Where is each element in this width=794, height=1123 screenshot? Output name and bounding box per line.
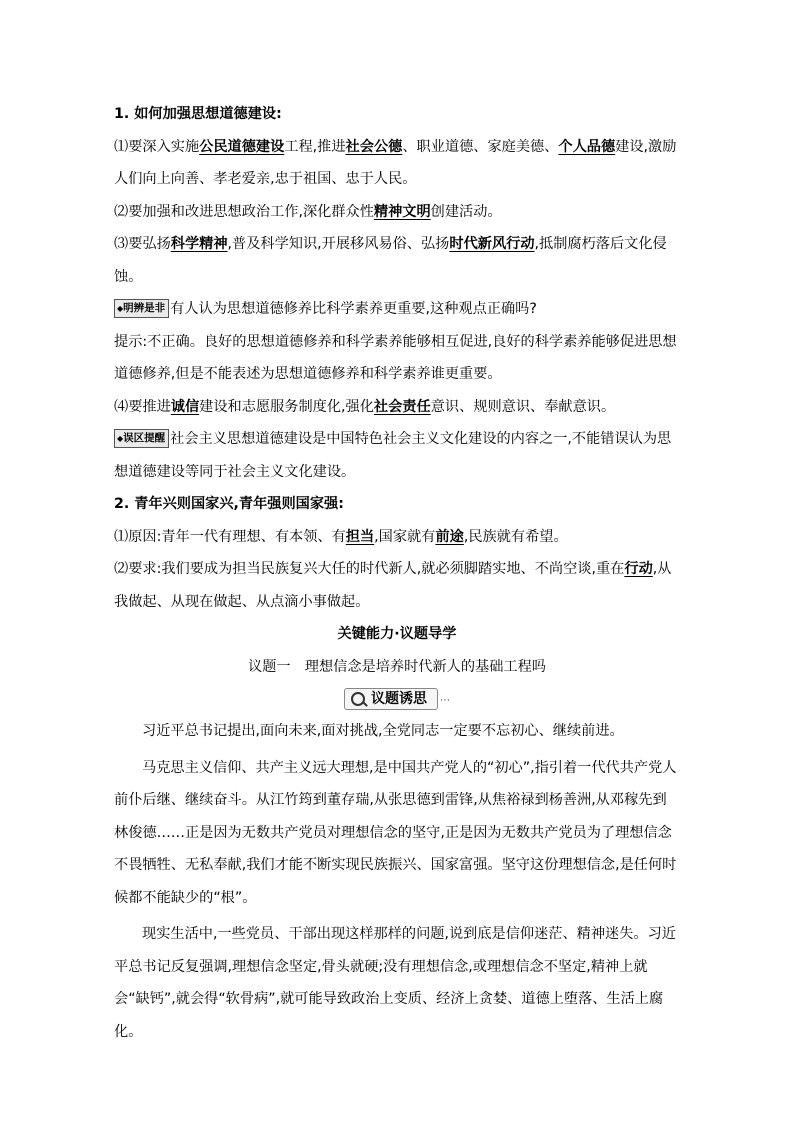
clarify-hint-line-1: 提示:不正确。良好的思想道德修养和科学素养能够相互促进,良好的科学素养能够促进思想 bbox=[114, 333, 677, 350]
section-1-title: 1. 如何加强思想道德建设: bbox=[114, 106, 282, 122]
point-1-line-2: 人们向上向善、孝老爱亲,忠于祖国、忠于人民。 bbox=[114, 171, 417, 187]
keyword: 公民道德建设 bbox=[199, 138, 285, 155]
keyword: 担当 bbox=[345, 528, 375, 545]
text: ⑵要求:我们要成为担当民族复兴大任的时代新人,就必须脚踏实地、不尚空谈,重在 bbox=[114, 561, 625, 577]
body-paragraph-1: 习近平总书记提出,面向未来,面对挑战,全党同志一定要不忘初心、继续前进。 bbox=[142, 723, 624, 739]
reason-line bbox=[114, 521, 680, 554]
text: 、职业道德、家庭美德、 bbox=[402, 138, 559, 155]
text: ,国家就有 bbox=[374, 528, 436, 545]
text: ,民族就有希望。 bbox=[463, 528, 568, 545]
text: 建设和志愿服务制度化,强化 bbox=[199, 398, 374, 415]
requirement-line-2: 我做起、从现在做起、从点滴小事做起。 bbox=[114, 593, 370, 610]
clarify-question bbox=[114, 293, 680, 326]
body-paragraph-3: 现实生活中,一些党员、干部出现这样那样的问题,说到底是信仰迷茫、精神迷失。习近平总书记反复强调,理想信念坚定,骨头就硬;没有理想信念,或理想信念不坚定,精神上就会“缺钙”,就会得“软骨病”,就可能导致政治上变质、经济上贪婪、道德上堕落、生活上腐化。 bbox=[114, 926, 676, 1040]
warning-line-2: 想道德建设等同于社会主义文化建设。 bbox=[114, 463, 356, 480]
clarify-badge bbox=[114, 299, 169, 318]
text: ⑴要深入实施 bbox=[114, 138, 200, 155]
text: ⑵要加强和改进思想政治工作,深化群众性 bbox=[114, 203, 374, 220]
clarify-hint-line-2: 道德修养,但是不能表述为思想道德修养和科学素养谁更重要。 bbox=[114, 366, 502, 382]
text: ,抵制腐朽落后文化侵 bbox=[534, 236, 667, 252]
point-4 bbox=[114, 391, 680, 424]
badge-label: 明辨是非 bbox=[123, 302, 166, 314]
text: 意识、规则意识、奉献意识。 bbox=[430, 398, 616, 415]
text: ,普及科学知识,开展移风易俗、弘扬 bbox=[227, 236, 450, 252]
document-page bbox=[114, 98, 680, 1048]
star-icon: ◆ bbox=[117, 304, 124, 313]
text: ,从 bbox=[652, 561, 672, 577]
topic-box bbox=[344, 688, 438, 710]
keyword: 时代新风行动 bbox=[449, 236, 535, 252]
badge-label: 误区提醒 bbox=[123, 432, 166, 444]
text: ⑶要弘扬 bbox=[114, 236, 171, 252]
text: 工程,推进 bbox=[284, 138, 346, 155]
star-icon: ◆ bbox=[117, 434, 124, 443]
point-1-line-1 bbox=[114, 131, 680, 164]
warning-badge bbox=[114, 429, 169, 448]
text: ⑷要推进 bbox=[114, 398, 171, 415]
topic-box-row bbox=[114, 683, 680, 713]
section-heading: 关键能力·议题导学 bbox=[337, 626, 457, 642]
magnifier-icon bbox=[351, 692, 365, 706]
keyword: 社会责任 bbox=[373, 398, 431, 415]
warning-text: 社会主义思想道德建设是中国特色社会主义文化建设的内容之一,不能错误认为思 bbox=[170, 431, 672, 447]
keyword: 个人品德 bbox=[558, 138, 616, 155]
section-2-title: 2. 青年兴则国家兴,青年强则国家强: bbox=[114, 496, 344, 512]
topic-title: 议题一 理想信念是培养时代新人的基础工程吗 bbox=[248, 658, 546, 675]
keyword: 行动 bbox=[624, 561, 653, 577]
point-2 bbox=[114, 196, 680, 229]
point-3-line-1 bbox=[114, 228, 680, 261]
body-paragraph-2: 马克思主义信仰、共产主义远大理想,是中国共产党人的“初心”,指引着一代代共产党人前仆后继、继续奋斗。从江竹筠到董存瑞,从张思德到雷锋,从焦裕禄到杨善洲,从邓稼先到林俊德……正是因为无数共产党员对理想信念的坚守,正是因为无数共产党员为了理想信念不畏牺牲、无私奉献,我们才能不断实现民族振兴、国家富强。坚守这份理想信念,是任何时候都不能缺少的“根”。 bbox=[114, 759, 677, 906]
text: 建设,激励 bbox=[615, 138, 677, 155]
requirement-line-1 bbox=[114, 553, 680, 586]
keyword: 精神文明 bbox=[373, 203, 431, 220]
text: ⑴原因:青年一代有理想、有本领、有 bbox=[114, 528, 346, 545]
dots-icon: ⋯ bbox=[440, 695, 450, 706]
keyword: 诚信 bbox=[170, 398, 200, 415]
point-3-line-2: 蚀。 bbox=[114, 268, 143, 285]
text: 创建活动。 bbox=[430, 203, 502, 220]
question-text: 有人认为思想道德修养比科学素养更重要,这种观点正确吗? bbox=[170, 301, 537, 317]
keyword: 社会公德 bbox=[345, 138, 403, 155]
keyword: 科学精神 bbox=[170, 236, 228, 252]
keyword: 前途 bbox=[435, 528, 464, 545]
warning-line-1 bbox=[114, 423, 680, 456]
topic-box-label: 议题诱思 bbox=[371, 691, 427, 707]
